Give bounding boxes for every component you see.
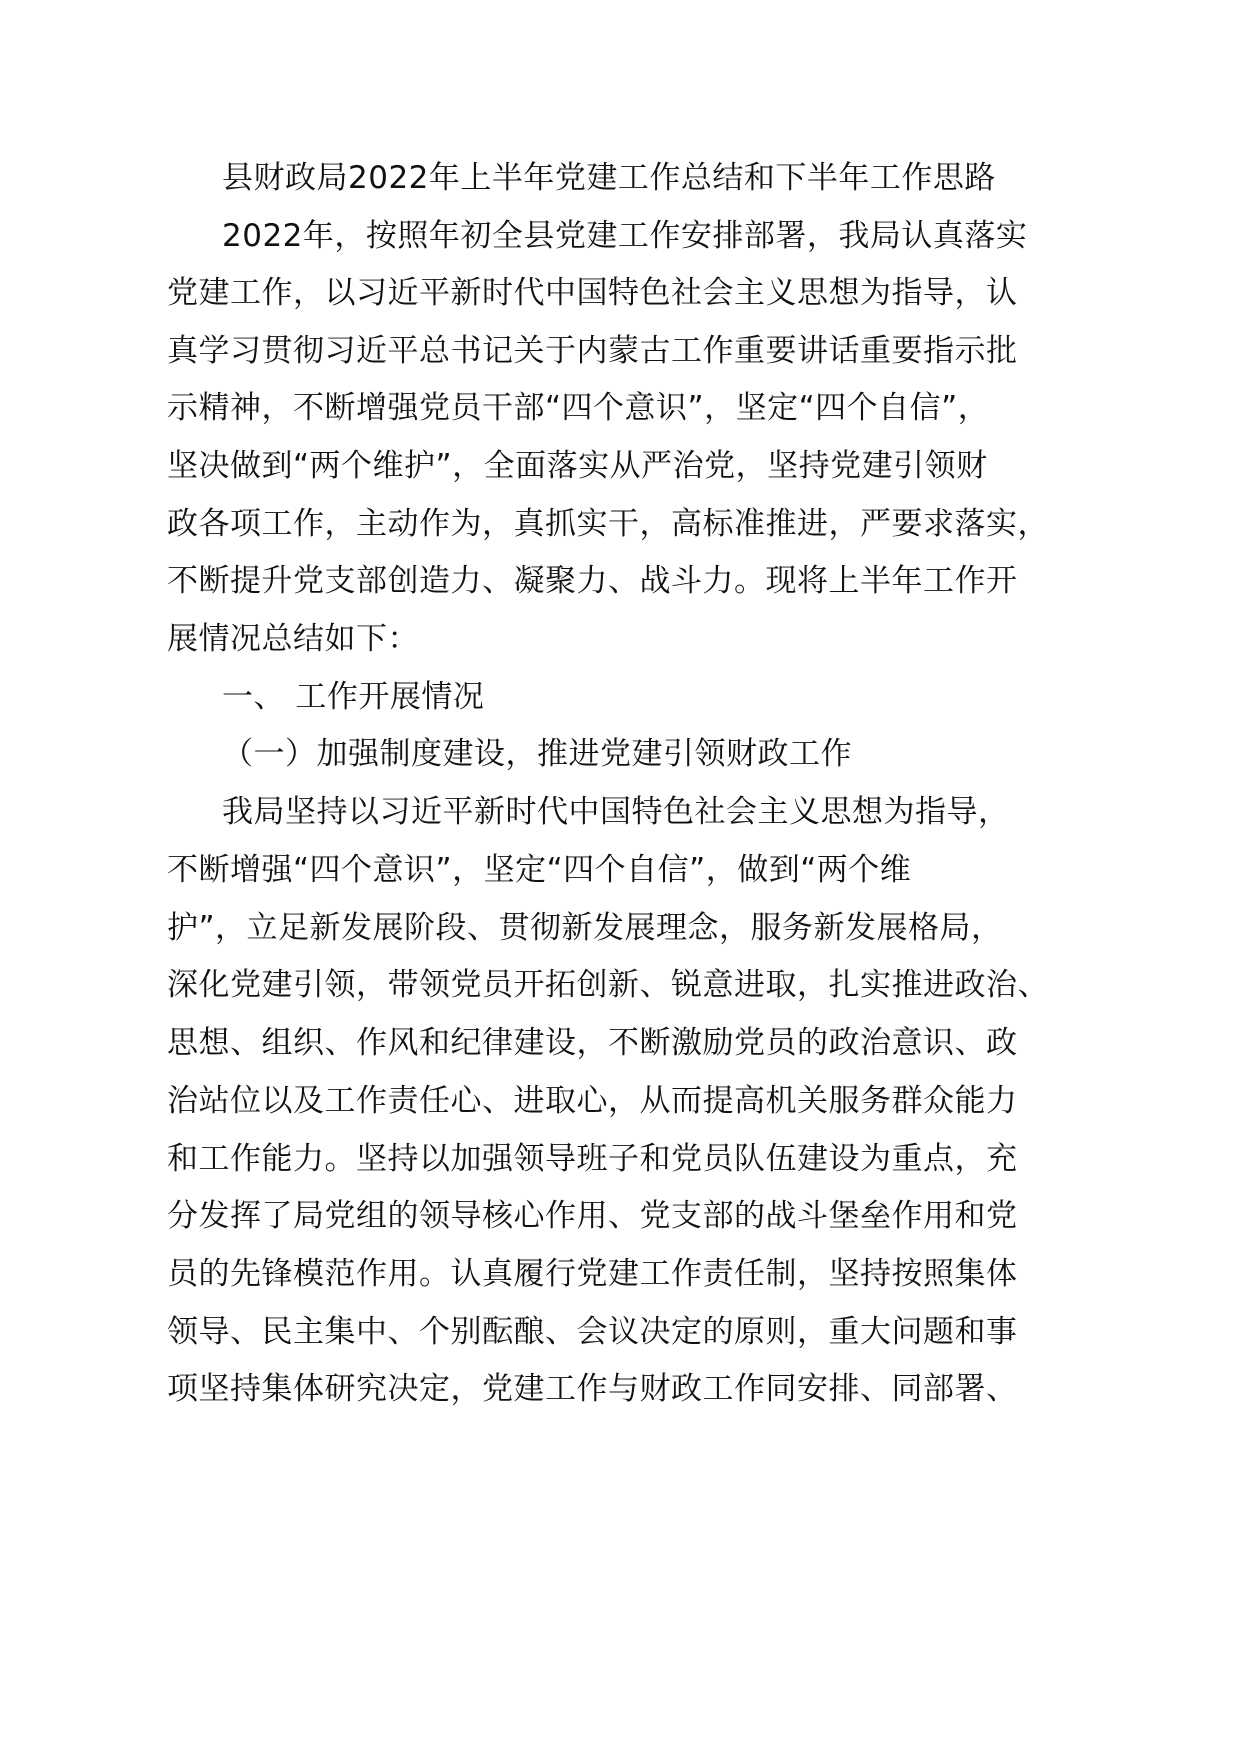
intro-line: 政各项工作，主动作为，真抓实干，高标准推进，严要求落实， xyxy=(167,506,1049,542)
intro-line: 不断提升党支部创造力、凝聚力、战斗力。现将上半年工作开 xyxy=(167,563,1018,599)
body-line: 我局坚持以习近平新时代中国特色社会主义思想为指导， xyxy=(222,794,1010,830)
intro-line: 真学习贯彻习近平总书记关于内蒙古工作重要讲话重要指示批 xyxy=(167,333,1018,369)
body-line: 不断增强“四个意识”，坚定“四个自信”，做到“两个维 xyxy=(167,852,912,888)
intro-line: 2022年，按照年初全县党建工作安排部署，我局认真落实 xyxy=(222,218,1028,254)
body-line: 项坚持集体研究决定，党建工作与财政工作同安排、同部署、 xyxy=(167,1371,1018,1407)
body-line: 护”，立足新发展阶段、贯彻新发展理念，服务新发展格局， xyxy=(167,910,1003,946)
intro-line: 示精神，不断增强党员干部“四个意识”，坚定“四个自信”， xyxy=(167,390,990,426)
body-line: 治站位以及工作责任心、进取心，从而提高机关服务群众能力 xyxy=(167,1083,1018,1119)
body-line: 员的先锋模范作用。认真履行党建工作责任制，坚持按照集体 xyxy=(167,1256,1018,1292)
section-heading: 一、 工作开展情况 xyxy=(222,679,485,715)
body-line: 和工作能力。坚持以加强领导班子和党员队伍建设为重点，充 xyxy=(167,1141,1018,1177)
subsection-heading: （一）加强制度建设，推进党建引领财政工作 xyxy=(222,736,852,772)
intro-line: 展情况总结如下： xyxy=(167,621,419,657)
intro-line: 党建工作，以习近平新时代中国特色社会主义思想为指导，认 xyxy=(167,275,1018,311)
body-line: 思想、组织、作风和纪律建设，不断激励党员的政治意识、政 xyxy=(167,1025,1018,1061)
body-line: 深化党建引领，带领党员开拓创新、锐意进取，扎实推进政治、 xyxy=(167,967,1049,1003)
body-line: 分发挥了局党组的领导核心作用、党支部的战斗堡垒作用和党 xyxy=(167,1198,1018,1234)
body-line: 领导、民主集中、个别酝酿、会议决定的原则，重大问题和事 xyxy=(167,1314,1018,1350)
intro-line: 坚决做到“两个维护”，全面落实从严治党，坚持党建引领财 xyxy=(167,448,988,484)
document-title: 县财政局2022年上半年党建工作总结和下半年工作思路 xyxy=(222,160,996,196)
